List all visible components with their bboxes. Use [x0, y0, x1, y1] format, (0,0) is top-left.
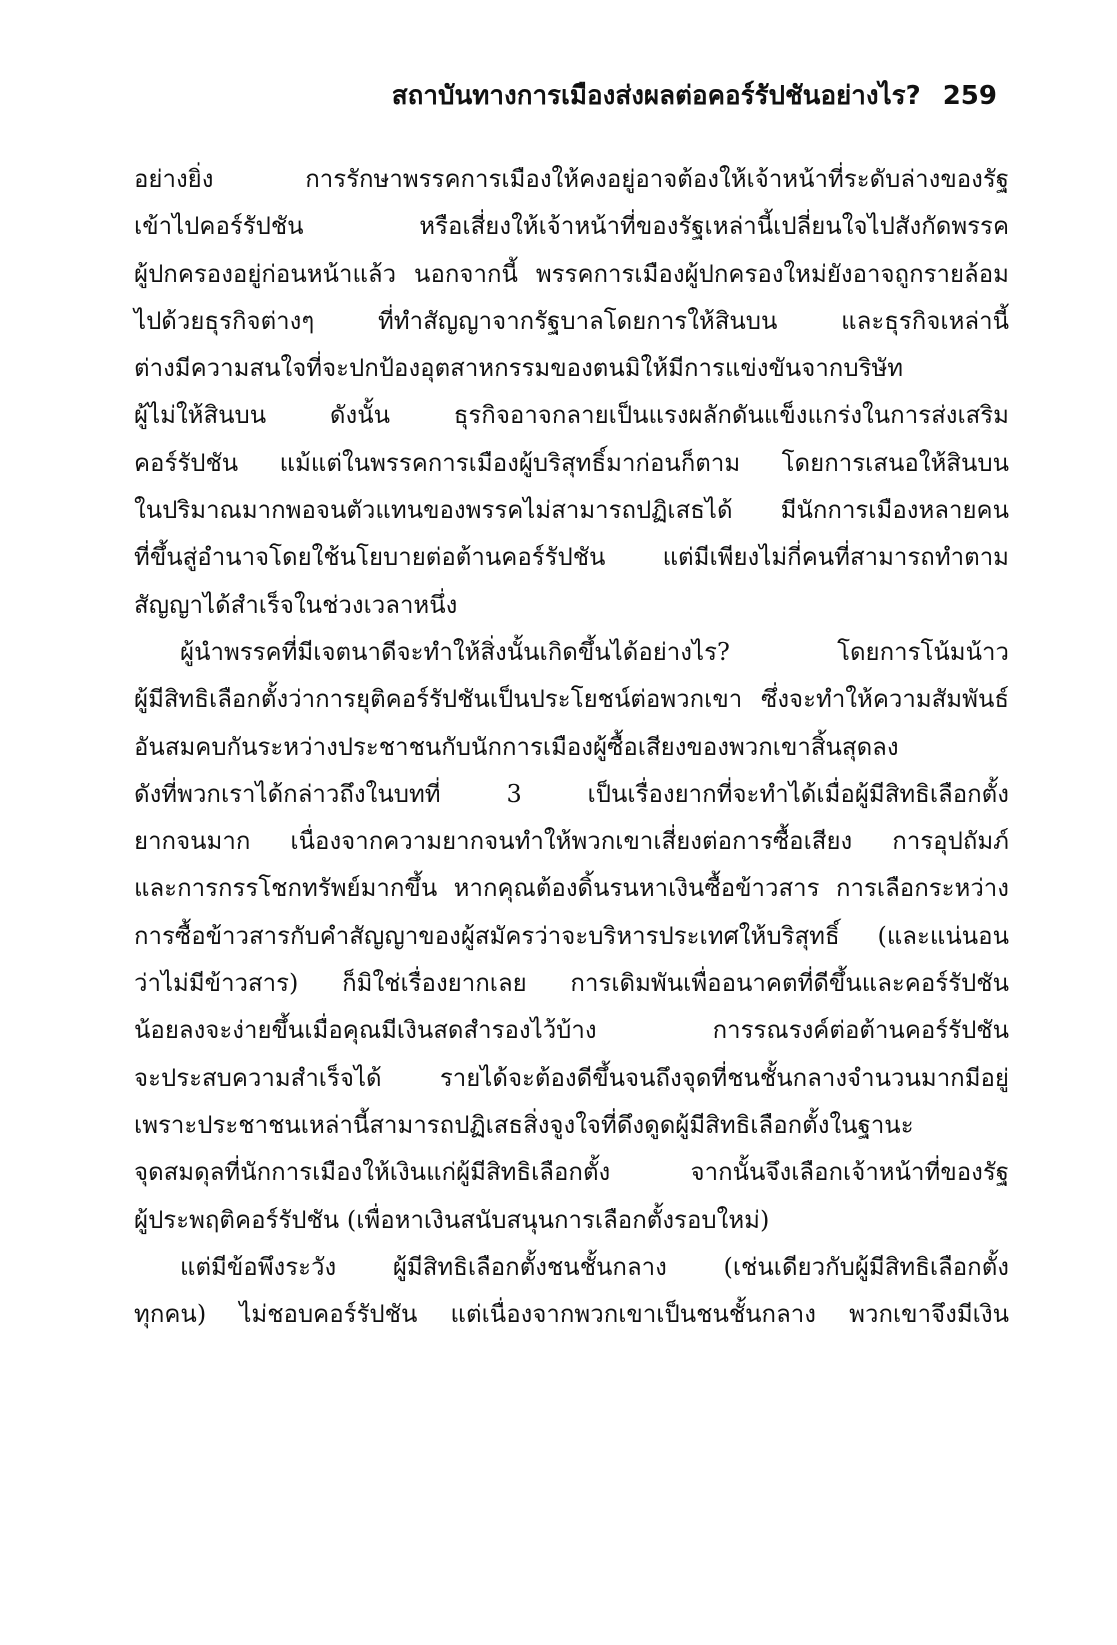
text-line: ในปริมาณมากพอจนตัวแทนของพรรคไม่สามารถปฏิเสธได้ มีนักการเมืองหลายคน — [134, 496, 1009, 525]
text-line: การซื้อข้าวสารกับคำสัญญาของผู้สมัครว่าจะบริหารประเทศให้บริสุทธิ์ (และแน่นอน — [134, 921, 1009, 950]
chapter-title: สถาบันทางการเมืองส่งผลต่อคอร์รัปชันอย่างไร? — [391, 81, 921, 111]
text-line: จุดสมดุลที่นักการเมืองให้เงินแก่ผู้มีสิทธิเลือกตั้ง จากนั้นจึงเลือกเจ้าหน้าที่ของรัฐ — [134, 1158, 1009, 1187]
text-line: อันสมคบกันระหว่างประชาชนกับนักการเมืองผู้ซื้อเสียงของพวกเขาสิ้นสุดลง — [134, 732, 899, 761]
page-number: 259 — [942, 81, 997, 111]
text-line: เพราะประชาชนเหล่านี้สามารถปฏิเสธสิ่งจูงใจที่ดึงดูดผู้มีสิทธิเลือกตั้งในฐานะ — [134, 1110, 914, 1139]
text-line: ไปด้วยธุรกิจต่างๆ ที่ทำสัญญาจากรัฐบาลโดยการให้สินบน และธุรกิจเหล่านี้ — [134, 306, 1009, 335]
text-line: ยากจนมาก เนื่องจากความยากจนทำให้พวกเขาเสี่ยงต่อการซื้อเสียง การอุปถัมภ์ — [134, 827, 1009, 856]
text-line: เข้าไปคอร์รัปชัน หรือเสี่ยงให้เจ้าหน้าที่ของรัฐเหล่านี้เปลี่ยนใจไปสังกัดพรรค — [134, 212, 1009, 241]
text-line: คอร์รัปชัน แม้แต่ในพรรคการเมืองผู้บริสุทธิ์มาก่อนก็ตาม โดยการเสนอให้สินบน — [134, 448, 1009, 477]
text-line: จะประสบความสำเร็จได้ รายได้จะต้องดีขึ้นจนถึงจุดที่ชนชั้นกลางจำนวนมากมีอยู่ — [134, 1063, 1009, 1092]
text-line: ผู้ปกครองอยู่ก่อนหน้าแล้ว นอกจากนี้ พรรคการเมืองผู้ปกครองใหม่ยังอาจถูกรายล้อม — [134, 259, 1009, 288]
text-line: อย่างยิ่ง การรักษาพรรคการเมืองให้คงอยู่อาจต้องให้เจ้าหน้าที่ระดับล่างของรัฐ — [134, 165, 1009, 193]
text-line: และการกรรโชกทรัพย์มากขึ้น หากคุณต้องดิ้นรนหาเงินซื้อข้าวสาร การเลือกระหว่าง — [134, 874, 1009, 903]
text-line: น้อยลงจะง่ายขึ้นเมื่อคุณมีเงินสดสำรองไว้บ้าง การรณรงค์ต่อต้านคอร์รัปชัน — [134, 1016, 1009, 1045]
paragraph-first-line: แต่มีข้อพึงระวัง ผู้มีสิทธิเลือกตั้งชนชั้นกลาง (เช่นเดียวกับผู้มีสิทธิเลือกตั้ง — [180, 1252, 1009, 1281]
running-header — [392, 78, 997, 114]
text-line: ผู้ประพฤติคอร์รัปชัน (เพื่อหาเงินสนับสนุนการเลือกตั้งรอบใหม่) — [134, 1205, 770, 1234]
text-line: ที่ขึ้นสู่อำนาจโดยใช้นโยบายต่อต้านคอร์รัปชัน แต่มีเพียงไม่กี่คนที่สามารถทำตาม — [134, 543, 1009, 572]
text-line: สัญญาได้สำเร็จในช่วงเวลาหนึ่ง — [134, 590, 458, 619]
text-line: ต่างมีความสนใจที่จะปกป้องอุตสาหกรรมของตนมิให้มีการแข่งขันจากบริษัท — [134, 354, 904, 383]
text-line: ดังที่พวกเราได้กล่าวถึงในบทที่ 3 เป็นเรื่องยากที่จะทำได้เมื่อผู้มีสิทธิเลือกตั้ง — [134, 779, 1009, 808]
paragraph-first-line: ผู้นำพรรคที่มีเจตนาดีจะทำให้สิ่งนั้นเกิดขึ้นได้อย่างไร? โดยการโน้มน้าว — [180, 637, 1009, 666]
text-line: ว่าไม่มีข้าวสาร) ก็มิใช่เรื่องยากเลย การเดิมพันเพื่ออนาคตที่ดีขึ้นและคอร์รัปชัน — [134, 969, 1009, 998]
text-line: ทุกคน) ไม่ชอบคอร์รัปชัน แต่เนื่องจากพวกเขาเป็นชนชั้นกลาง พวกเขาจึงมีเงิน — [134, 1300, 1009, 1329]
body-text — [134, 156, 1009, 1338]
text-line: ผู้ไม่ให้สินบน ดังนั้น ธุรกิจอาจกลายเป็นแรงผลักดันแข็งแกร่งในการส่งเสริม — [134, 401, 1009, 430]
text-line: ผู้มีสิทธิเลือกตั้งว่าการยุติคอร์รัปชันเป็นประโยชน์ต่อพวกเขา ซึ่งจะทำให้ความสัมพันธ์ — [134, 685, 1009, 714]
